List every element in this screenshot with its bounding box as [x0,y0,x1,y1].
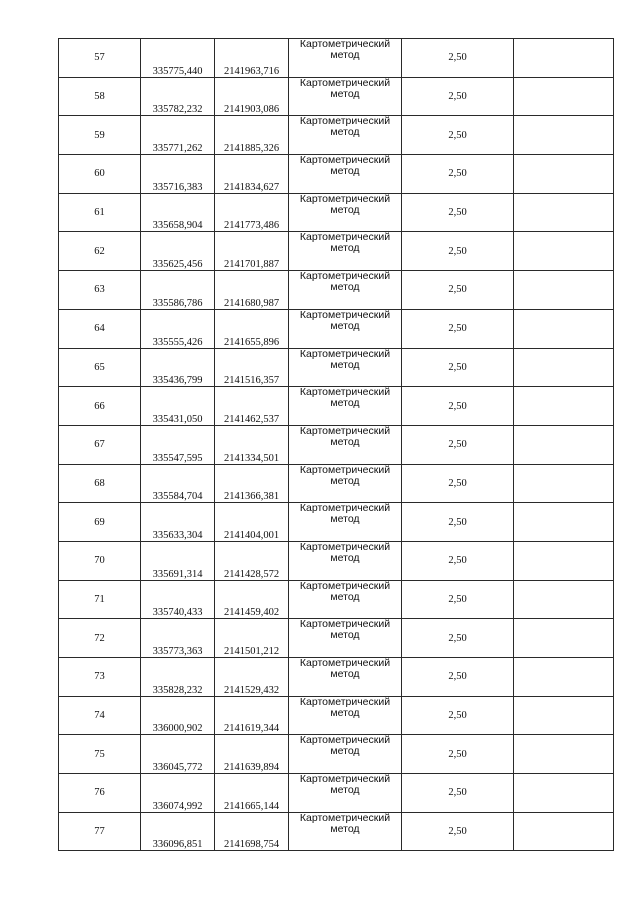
method-line-2: метод [330,706,360,719]
y-coordinate-cell: 2141501,212 [215,619,289,658]
accuracy-cell: 2,50 [402,387,514,426]
y-coordinate-cell: 2141366,381 [215,464,289,503]
point-number-cell: 77 [59,812,141,851]
method-line-2: метод [330,513,360,526]
accuracy-cell: 2,50 [402,116,514,155]
empty-cell [514,619,614,658]
table-row [59,658,614,697]
empty-cell [514,387,614,426]
method-cell [289,812,402,851]
method-cell [289,541,402,580]
x-coordinate-cell: 335771,262 [141,116,215,155]
empty-cell [514,77,614,116]
accuracy-cell: 2,50 [402,232,514,271]
table-row [59,193,614,232]
method-line-2: метод [330,435,360,448]
table-row [59,541,614,580]
method-line-1: Картометрический [299,425,391,437]
y-coordinate-cell: 2141701,887 [215,232,289,271]
x-coordinate-cell: 335436,799 [141,348,215,387]
point-number-cell: 71 [59,580,141,619]
x-coordinate-cell: 335775,440 [141,39,215,78]
y-coordinate-cell: 2141885,326 [215,116,289,155]
method-line-1: Картометрический [299,541,391,553]
method-line-2: метод [330,629,360,642]
point-number-cell: 64 [59,309,141,348]
x-coordinate-cell: 336096,851 [141,812,215,851]
method-line-1: Картометрический [299,812,391,824]
x-coordinate-cell: 335625,456 [141,232,215,271]
accuracy-cell: 2,50 [402,812,514,851]
y-coordinate-cell: 2141963,716 [215,39,289,78]
table-row [59,503,614,542]
accuracy-cell: 2,50 [402,155,514,194]
accuracy-cell: 2,50 [402,735,514,774]
method-line-1: Картометрический [299,231,391,244]
method-line-1: Картометрический [299,77,391,89]
method-line-1: Картометрический [299,464,391,476]
y-coordinate-cell: 2141903,086 [215,77,289,116]
empty-cell [514,116,614,155]
point-number-cell: 68 [59,464,141,503]
accuracy-cell: 2,50 [402,193,514,232]
x-coordinate-cell: 336000,902 [141,696,215,735]
y-coordinate-cell: 2141639,894 [215,735,289,774]
method-line-2: метод [330,668,360,680]
x-coordinate-cell: 335782,232 [141,77,215,116]
x-coordinate-cell: 335740,433 [141,580,215,619]
point-number-cell: 63 [59,271,141,310]
x-coordinate-cell: 335691,314 [141,541,215,580]
empty-cell [514,193,614,232]
point-number-cell: 72 [59,619,141,658]
table-row [59,232,614,271]
accuracy-cell: 2,50 [402,619,514,658]
x-coordinate-cell: 336074,992 [141,774,215,813]
method-cell [289,425,402,464]
method-cell [289,503,402,542]
accuracy-cell: 2,50 [402,39,514,78]
method-cell [289,155,402,194]
point-number-cell: 60 [59,155,141,194]
method-line-2: метод [330,590,360,603]
method-cell [289,39,402,78]
method-line-1: Картометрический [299,270,391,283]
point-number-cell: 66 [59,387,141,426]
method-line-2: метод [330,87,360,100]
point-number-cell: 73 [59,658,141,697]
empty-cell [514,39,614,78]
point-number-cell: 74 [59,696,141,735]
table-row [59,387,614,426]
method-line-1: Картометрический [299,696,391,708]
empty-cell [514,735,614,774]
method-line-2: метод [330,49,360,61]
empty-cell [514,155,614,194]
method-line-1: Картометрический [299,734,391,747]
empty-cell [514,348,614,387]
point-number-cell: 76 [59,774,141,813]
coordinates-table-body [59,39,614,851]
method-cell [289,309,402,348]
empty-cell [514,541,614,580]
y-coordinate-cell: 2141334,501 [215,425,289,464]
point-number-cell: 67 [59,425,141,464]
y-coordinate-cell: 2141462,537 [215,387,289,426]
table-row [59,464,614,503]
y-coordinate-cell: 2141655,896 [215,309,289,348]
accuracy-cell: 2,50 [402,271,514,310]
method-line-1: Картометрический [299,309,391,321]
method-cell [289,580,402,619]
method-line-1: Картометрический [299,154,391,167]
method-line-1: Картометрический [299,38,391,50]
empty-cell [514,658,614,697]
accuracy-cell: 2,50 [402,658,514,697]
x-coordinate-cell: 335584,704 [141,464,215,503]
y-coordinate-cell: 2141516,357 [215,348,289,387]
accuracy-cell: 2,50 [402,503,514,542]
method-line-2: метод [330,551,360,564]
method-line-2: метод [330,165,360,178]
point-number-cell: 62 [59,232,141,271]
method-line-2: метод [330,822,360,835]
method-cell [289,387,402,426]
point-number-cell: 58 [59,77,141,116]
method-line-1: Картометрический [299,657,391,669]
coordinates-table [58,38,614,851]
method-cell [289,348,402,387]
table-row [59,77,614,116]
table-row [59,774,614,813]
method-line-1: Картометрический [299,348,391,360]
method-line-2: метод [330,319,360,332]
method-line-1: Картометрический [299,580,391,592]
method-cell [289,619,402,658]
accuracy-cell: 2,50 [402,580,514,619]
y-coordinate-cell: 2141698,754 [215,812,289,851]
method-cell [289,77,402,116]
x-coordinate-cell: 335431,050 [141,387,215,426]
table-row [59,580,614,619]
method-line-1: Картометрический [299,773,391,786]
empty-cell [514,309,614,348]
method-line-2: метод [330,358,360,371]
y-coordinate-cell: 2141834,627 [215,155,289,194]
method-line-2: метод [330,474,360,487]
accuracy-cell: 2,50 [402,425,514,464]
empty-cell [514,696,614,735]
method-cell [289,696,402,735]
method-line-1: Картометрический [299,115,391,128]
point-number-cell: 75 [59,735,141,774]
method-cell [289,193,402,232]
empty-cell [514,232,614,271]
table-row [59,271,614,310]
y-coordinate-cell: 2141680,987 [215,271,289,310]
x-coordinate-cell: 335828,232 [141,658,215,697]
method-line-2: метод [330,745,360,758]
x-coordinate-cell: 335633,304 [141,503,215,542]
x-coordinate-cell: 336045,772 [141,735,215,774]
method-line-1: Картометрический [299,502,391,515]
empty-cell [514,812,614,851]
table-row [59,696,614,735]
empty-cell [514,464,614,503]
method-cell [289,774,402,813]
accuracy-cell: 2,50 [402,348,514,387]
x-coordinate-cell: 335555,426 [141,309,215,348]
method-line-1: Картометрический [299,193,391,205]
table-row [59,348,614,387]
point-number-cell: 59 [59,116,141,155]
method-cell [289,464,402,503]
point-number-cell: 57 [59,39,141,78]
y-coordinate-cell: 2141428,572 [215,541,289,580]
table-row [59,735,614,774]
point-number-cell: 61 [59,193,141,232]
accuracy-cell: 2,50 [402,774,514,813]
point-number-cell: 65 [59,348,141,387]
x-coordinate-cell: 335547,595 [141,425,215,464]
method-line-1: Картометрический [299,386,391,399]
y-coordinate-cell: 2141665,144 [215,774,289,813]
empty-cell [514,271,614,310]
y-coordinate-cell: 2141619,344 [215,696,289,735]
empty-cell [514,425,614,464]
table-row [59,39,614,78]
accuracy-cell: 2,50 [402,696,514,735]
method-line-2: метод [330,397,360,410]
method-cell [289,116,402,155]
table-row [59,309,614,348]
accuracy-cell: 2,50 [402,309,514,348]
table-row [59,116,614,155]
table-row [59,812,614,851]
table-row [59,155,614,194]
y-coordinate-cell: 2141459,402 [215,580,289,619]
x-coordinate-cell: 335773,363 [141,619,215,658]
y-coordinate-cell: 2141404,001 [215,503,289,542]
y-coordinate-cell: 2141529,432 [215,658,289,697]
method-line-2: метод [330,784,360,797]
method-line-1: Картометрический [299,618,391,631]
method-cell [289,232,402,271]
accuracy-cell: 2,50 [402,541,514,580]
method-cell [289,735,402,774]
empty-cell [514,503,614,542]
method-cell [289,658,402,697]
table-row [59,619,614,658]
method-line-2: метод [330,242,360,255]
table-row [59,425,614,464]
x-coordinate-cell: 335716,383 [141,155,215,194]
y-coordinate-cell: 2141773,486 [215,193,289,232]
method-line-2: метод [330,126,360,139]
point-number-cell: 69 [59,503,141,542]
method-line-2: метод [330,281,360,294]
empty-cell [514,774,614,813]
x-coordinate-cell: 335658,904 [141,193,215,232]
method-cell [289,271,402,310]
x-coordinate-cell: 335586,786 [141,271,215,310]
point-number-cell: 70 [59,541,141,580]
empty-cell [514,580,614,619]
accuracy-cell: 2,50 [402,77,514,116]
accuracy-cell: 2,50 [402,464,514,503]
method-line-2: метод [330,203,360,216]
